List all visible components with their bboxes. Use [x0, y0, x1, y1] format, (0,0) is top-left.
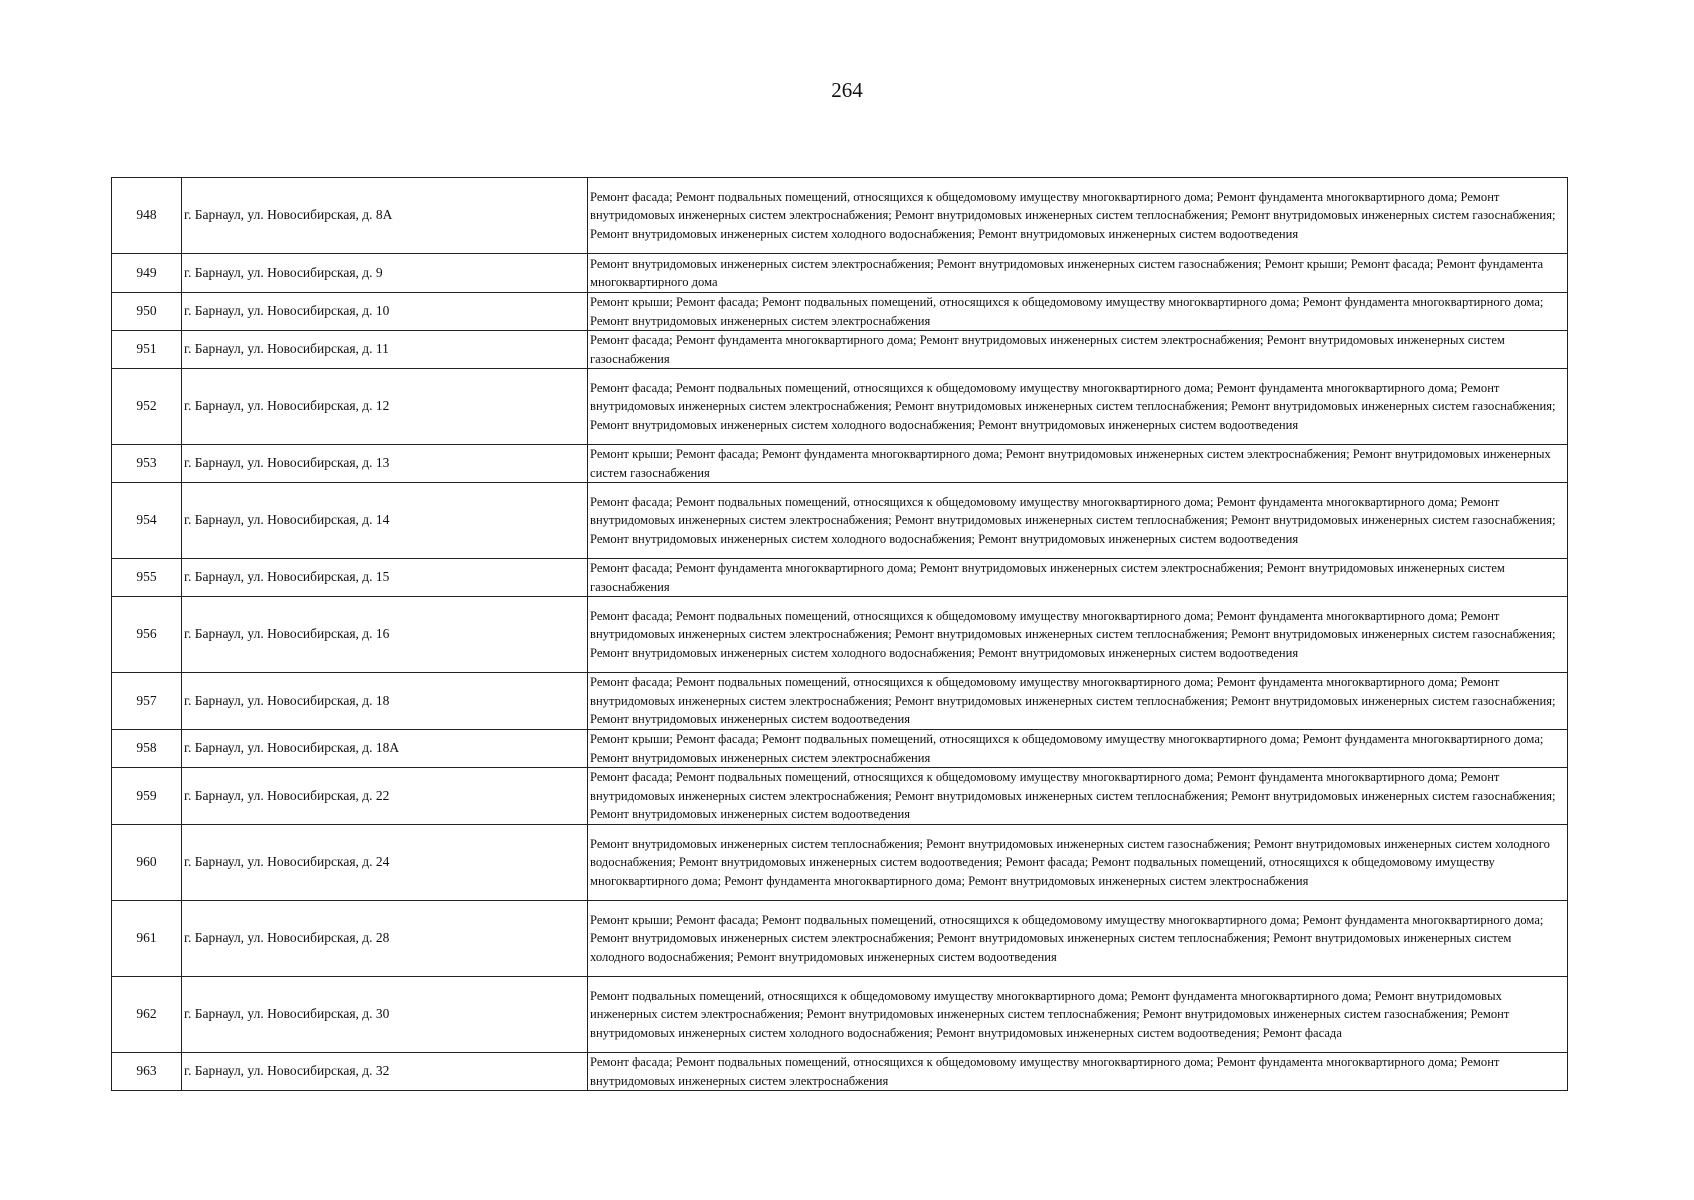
table-row: [112, 901, 1568, 977]
table-body: [112, 178, 1568, 1091]
row-address: г. Барнаул, ул. Новосибирская, д. 24: [182, 825, 588, 901]
row-address: г. Барнаул, ул. Новосибирская, д. 8А: [182, 178, 588, 254]
table-row: [112, 331, 1568, 369]
row-address: г. Барнаул, ул. Новосибирская, д. 18: [182, 673, 588, 730]
row-number: 953: [112, 445, 182, 483]
row-works: Ремонт фасада; Ремонт подвальных помещений, относящихся к общедомовому имуществу многоквартирного дома; Ремонт фундамента многоквартирного дома; Ремонт внутридомовых инженерных систем электроснабжения; Ремонт внутридомовых инженерных систем теплоснабжения; Ремонт внутридомовых инженерных систем газоснабжения; Ремонт внутридомовых инженерных систем водоотведения: [588, 768, 1568, 825]
row-number: 956: [112, 597, 182, 673]
row-number: 948: [112, 178, 182, 254]
row-works: Ремонт крыши; Ремонт фасада; Ремонт подвальных помещений, относящихся к общедомовому имуществу многоквартирного дома; Ремонт фундамента многоквартирного дома; Ремонт внутридомовых инженерных систем электроснабжения; Ремонт внутридомовых инженерных систем теплоснабжения; Ремонт внутридомовых инженерных систем холодного водоснабжения; Ремонт внутридомовых инженерных систем водоотведения: [588, 901, 1568, 977]
row-works: Ремонт фасада; Ремонт подвальных помещений, относящихся к общедомовому имуществу многоквартирного дома; Ремонт фундамента многоквартирного дома; Ремонт внутридомовых инженерных систем электроснабжения; Ремонт внутридомовых инженерных систем теплоснабжения; Ремонт внутридомовых инженерных систем газоснабжения; Ремонт внутридомовых инженерных систем холодного водоснабжения; Ремонт внутридомовых инженерных систем водоотведения: [588, 178, 1568, 254]
row-number: 957: [112, 673, 182, 730]
row-works: Ремонт фасада; Ремонт подвальных помещений, относящихся к общедомовому имуществу многоквартирного дома; Ремонт фундамента многоквартирного дома; Ремонт внутридомовых инженерных систем электроснабжения: [588, 1053, 1568, 1091]
row-address: г. Барнаул, ул. Новосибирская, д. 13: [182, 445, 588, 483]
table-row: [112, 369, 1568, 445]
table-row: [112, 673, 1568, 730]
row-number: 960: [112, 825, 182, 901]
table-row: [112, 254, 1568, 293]
row-works: Ремонт крыши; Ремонт фасада; Ремонт фундамента многоквартирного дома; Ремонт внутридомовых инженерных систем электроснабжения; Ремонт внутридомовых инженерных систем газоснабжения: [588, 445, 1568, 483]
table-row: [112, 825, 1568, 901]
row-works: Ремонт крыши; Ремонт фасада; Ремонт подвальных помещений, относящихся к общедомовому имуществу многоквартирного дома; Ремонт фундамента многоквартирного дома; Ремонт внутридомовых инженерных систем электроснабжения: [588, 293, 1568, 331]
table-row: [112, 730, 1568, 768]
row-address: г. Барнаул, ул. Новосибирская, д. 18А: [182, 730, 588, 768]
row-works: Ремонт фасада; Ремонт подвальных помещений, относящихся к общедомовому имуществу многоквартирного дома; Ремонт фундамента многоквартирного дома; Ремонт внутридомовых инженерных систем электроснабжения; Ремонт внутридомовых инженерных систем теплоснабжения; Ремонт внутридомовых инженерных систем газоснабжения; Ремонт внутридомовых инженерных систем водоотведения: [588, 673, 1568, 730]
row-address: г. Барнаул, ул. Новосибирская, д. 14: [182, 483, 588, 559]
table-row: [112, 1053, 1568, 1091]
row-number: 951: [112, 331, 182, 369]
row-number: 961: [112, 901, 182, 977]
row-address: г. Барнаул, ул. Новосибирская, д. 22: [182, 768, 588, 825]
row-address: г. Барнаул, ул. Новосибирская, д. 28: [182, 901, 588, 977]
row-number: 962: [112, 977, 182, 1053]
row-works: Ремонт фасада; Ремонт фундамента многоквартирного дома; Ремонт внутридомовых инженерных систем электроснабжения; Ремонт внутридомовых инженерных систем газоснабжения: [588, 559, 1568, 597]
row-address: г. Барнаул, ул. Новосибирская, д. 15: [182, 559, 588, 597]
row-address: г. Барнаул, ул. Новосибирская, д. 9: [182, 254, 588, 293]
page-number: 264: [831, 78, 863, 102]
repair-works-table: [111, 177, 1568, 1091]
row-works: Ремонт крыши; Ремонт фасада; Ремонт подвальных помещений, относящихся к общедомовому имуществу многоквартирного дома; Ремонт фундамента многоквартирного дома; Ремонт внутридомовых инженерных систем электроснабжения: [588, 730, 1568, 768]
row-works: Ремонт фасада; Ремонт подвальных помещений, относящихся к общедомовому имуществу многоквартирного дома; Ремонт фундамента многоквартирного дома; Ремонт внутридомовых инженерных систем электроснабжения; Ремонт внутридомовых инженерных систем теплоснабжения; Ремонт внутридомовых инженерных систем газоснабжения; Ремонт внутридомовых инженерных систем холодного водоснабжения; Ремонт внутридомовых инженерных систем водоотведения: [588, 483, 1568, 559]
table-row: [112, 445, 1568, 483]
row-address: г. Барнаул, ул. Новосибирская, д. 10: [182, 293, 588, 331]
row-works: Ремонт фасада; Ремонт подвальных помещений, относящихся к общедомовому имуществу многоквартирного дома; Ремонт фундамента многоквартирного дома; Ремонт внутридомовых инженерных систем электроснабжения; Ремонт внутридомовых инженерных систем теплоснабжения; Ремонт внутридомовых инженерных систем газоснабжения; Ремонт внутридомовых инженерных систем холодного водоснабжения; Ремонт внутридомовых инженерных систем водоотведения: [588, 369, 1568, 445]
row-number: 954: [112, 483, 182, 559]
row-address: г. Барнаул, ул. Новосибирская, д. 30: [182, 977, 588, 1053]
table-row: [112, 768, 1568, 825]
row-number: 949: [112, 254, 182, 293]
row-address: г. Барнаул, ул. Новосибирская, д. 12: [182, 369, 588, 445]
row-works: Ремонт внутридомовых инженерных систем теплоснабжения; Ремонт внутридомовых инженерных систем газоснабжения; Ремонт внутридомовых инженерных систем холодного водоснабжения; Ремонт внутридомовых инженерных систем водоотведения; Ремонт фасада; Ремонт подвальных помещений, относящихся к общедомовому имуществу многоквартирного дома; Ремонт фундамента многоквартирного дома; Ремонт внутридомовых инженерных систем электроснабжения: [588, 825, 1568, 901]
row-number: 950: [112, 293, 182, 331]
row-address: г. Барнаул, ул. Новосибирская, д. 16: [182, 597, 588, 673]
table-row: [112, 483, 1568, 559]
row-works: Ремонт фасада; Ремонт подвальных помещений, относящихся к общедомовому имуществу многоквартирного дома; Ремонт фундамента многоквартирного дома; Ремонт внутридомовых инженерных систем электроснабжения; Ремонт внутридомовых инженерных систем теплоснабжения; Ремонт внутридомовых инженерных систем газоснабжения; Ремонт внутридомовых инженерных систем холодного водоснабжения; Ремонт внутридомовых инженерных систем водоотведения: [588, 597, 1568, 673]
row-works: Ремонт подвальных помещений, относящихся к общедомовому имуществу многоквартирного дома; Ремонт фундамента многоквартирного дома; Ремонт внутридомовых инженерных систем электроснабжения; Ремонт внутридомовых инженерных систем теплоснабжения; Ремонт внутридомовых инженерных систем газоснабжения; Ремонт внутридомовых инженерных систем холодного водоснабжения; Ремонт внутридомовых инженерных систем водоотведения; Ремонт фасада: [588, 977, 1568, 1053]
table-row: [112, 178, 1568, 254]
row-number: 958: [112, 730, 182, 768]
row-number: 955: [112, 559, 182, 597]
table-row: [112, 559, 1568, 597]
row-address: г. Барнаул, ул. Новосибирская, д. 11: [182, 331, 588, 369]
table-row: [112, 293, 1568, 331]
table-row: [112, 977, 1568, 1053]
row-number: 952: [112, 369, 182, 445]
table-row: [112, 597, 1568, 673]
row-works: Ремонт фасада; Ремонт фундамента многоквартирного дома; Ремонт внутридомовых инженерных систем электроснабжения; Ремонт внутридомовых инженерных систем газоснабжения: [588, 331, 1568, 369]
row-number: 959: [112, 768, 182, 825]
row-number: 963: [112, 1053, 182, 1091]
row-works: Ремонт внутридомовых инженерных систем электроснабжения; Ремонт внутридомовых инженерных систем газоснабжения; Ремонт крыши; Ремонт фасада; Ремонт фундамента многоквартирного дома: [588, 254, 1568, 293]
row-address: г. Барнаул, ул. Новосибирская, д. 32: [182, 1053, 588, 1091]
